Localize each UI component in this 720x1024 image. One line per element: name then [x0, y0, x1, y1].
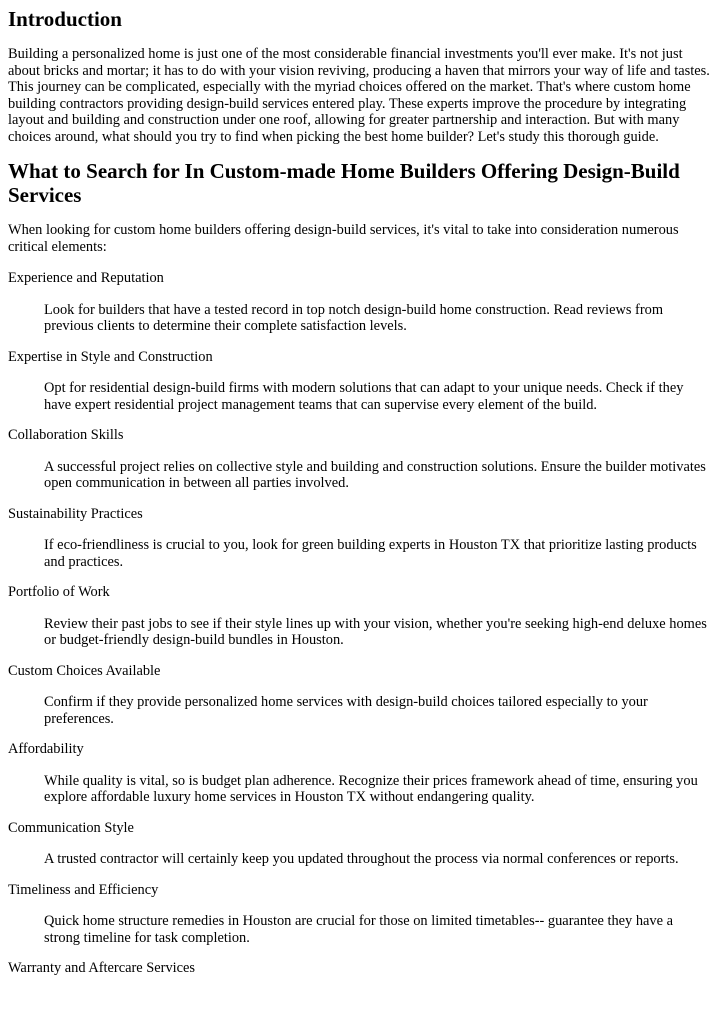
criterion-term: Sustainability Practices: [8, 505, 143, 522]
section-heading: What to Search for In Custom-made Home Builders Offering Design-Build Services: [8, 159, 680, 207]
criterion-term: Warranty and Aftercare Services: [8, 960, 196, 976]
criterion-term: Portfolio of Work: [8, 584, 110, 600]
criterion-description: Look for builders that have a tested record in top notch design-build home construction. Read reviews from previous clients to determine their complete satisfaction levels.: [44, 301, 664, 334]
criteria-list: [8, 270, 712, 977]
criterion-term: Experience and Reputation: [8, 270, 164, 286]
criterion-term: Custom Choices Available: [8, 662, 161, 679]
section-lead: When looking for custom home builders offering design-build services, it's vital to take into consideration numerous critical elements:: [8, 222, 679, 255]
intro-paragraph: Building a personalized home is just one of the most considerable financial investments you'll ever make. It's not just about bricks and mortar; it has to do with your vision reviving, producing a haven that mirrors your way of life and tastes. This journey can be complicated, especially with the myriad choices offered on the market. That's where custom home building contractors providing design-build services entered play. These experts improve the procedure by integrating layout and building and construction under one roof, allowing for greater partnership and interaction. But with many choices around, what should you try to find when picking the best home builder? Let's study this thorough guide.: [8, 46, 710, 145]
criterion-term: Communication Style: [8, 819, 134, 836]
criterion-description: Quick home structure remedies in Houston are crucial for those on limited timetables-- guarantee they have a strong timeline for task completion.: [44, 913, 673, 946]
criterion-term: Collaboration Skills: [8, 427, 124, 443]
criterion-description: A successful project relies on collective style and building and construction solutions. Ensure the builder motivates open communication in between all parties involved.: [44, 458, 706, 491]
article: [0, 7, 720, 977]
intro-heading: Introduction: [8, 7, 122, 31]
criterion-description: Confirm if they provide personalized home services with design-build choices tailored especially to your preferences.: [44, 694, 648, 727]
criterion-term: Timeliness and Efficiency: [8, 881, 159, 898]
criterion-term: Affordability: [8, 741, 84, 757]
criterion-term: Expertise in Style and Construction: [8, 348, 213, 365]
criterion-description: Review their past jobs to see if their style lines up with your vision, whether you're seeking high-end deluxe homes or budget-friendly design-build bundles in Houston.: [44, 615, 707, 648]
criterion-description: If eco-friendliness is crucial to you, look for green building experts in Houston TX that prioritize lasting products and practices.: [44, 537, 697, 570]
criterion-description: Opt for residential design-build firms with modern solutions that can adapt to your unique needs. Check if they have expert residential project management teams that can supervise every element of the build.: [44, 380, 684, 413]
criterion-description: A trusted contractor will certainly keep you updated throughout the process via normal conferences or reports.: [44, 851, 679, 867]
criterion-description: While quality is vital, so is budget plan adherence. Recognize their prices framework ahead of time, ensuring you explore affordable luxury home services in Houston TX without endangering quality.: [44, 772, 698, 805]
